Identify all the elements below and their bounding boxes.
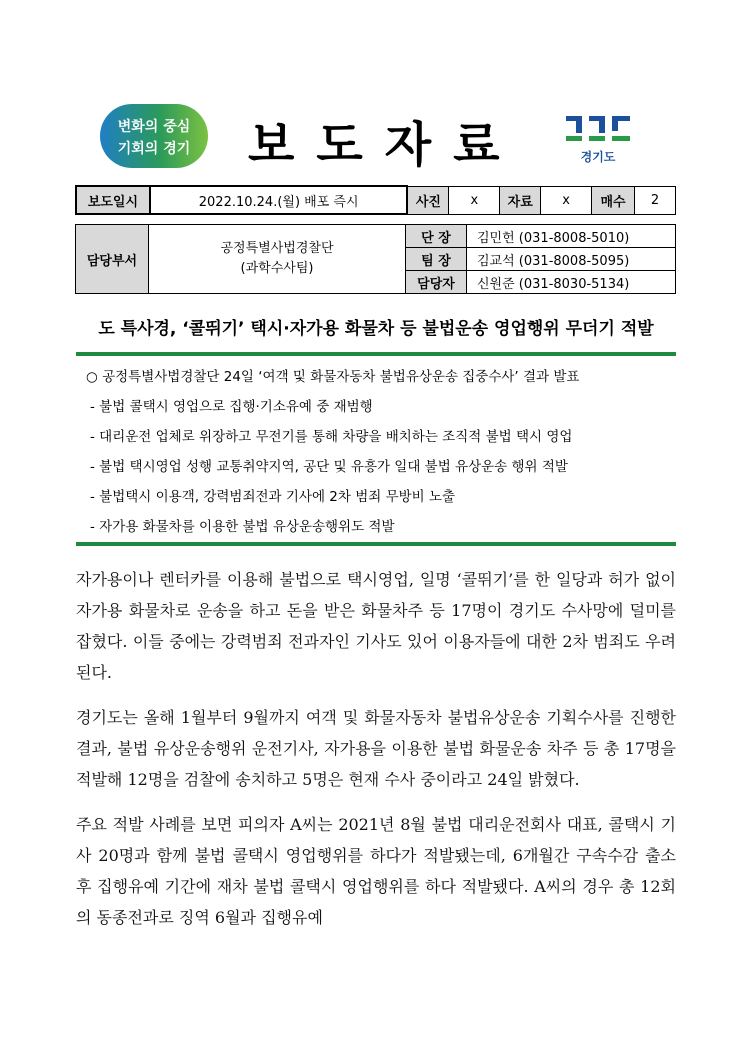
summary-bottom-rule bbox=[76, 542, 676, 546]
summary-box bbox=[76, 362, 676, 542]
article-body bbox=[76, 564, 676, 947]
body-paragraph: 주요 적발 사례를 보면 피의자 A씨는 2021년 8월 불법 대리운전회사 대표, 콜택시 기사 20명과 함께 불법 콜택시 영업행위를 하다가 적발됐는데, 6개월간 구속수감 출소 후 집행유예 기간에 재차 불법 콜택시 영업행위를 하다 적발됐다. A씨의 경우 총 12회의 동종전과로 징역 6월과 집행유예 bbox=[76, 815, 676, 927]
summary-main-point: ○ 공정특별사법경찰단 24일 ‘여객 및 화물자동차 불법유상운송 집중수사’ 결과 발표 bbox=[86, 369, 580, 385]
gyeonggi-logo bbox=[562, 112, 634, 168]
contact-role: 담당자 bbox=[406, 271, 467, 294]
summary-top-rule bbox=[76, 352, 676, 356]
material-value: x bbox=[541, 186, 592, 214]
release-date-value: 2022.10.24.(월) 배포 즉시 bbox=[150, 186, 408, 214]
slogan-pill bbox=[100, 104, 208, 168]
body-paragraph: 경기도는 올해 1월부터 9월까지 여객 및 화물자동차 불법유상운송 기획수사를 진행한 결과, 불법 유상운송행위 운전기사, 자가용을 이용한 불법 화물운송 차주 등 총 17명을 적발해 12명을 검찰에 송치하고 5명은 현재 수사 중이라고 24일 밝혔다. bbox=[76, 708, 676, 789]
pages-label: 매수 bbox=[592, 186, 635, 214]
department-name-line-1: 공정특별사법경찰단 bbox=[220, 241, 334, 256]
contact-info: 김민헌 (031-8008-5010) bbox=[467, 225, 676, 248]
photo-label: 사진 bbox=[407, 186, 448, 214]
page-title: 보도자료 bbox=[248, 117, 522, 173]
release-info-table bbox=[75, 185, 676, 215]
contact-role: 단 장 bbox=[406, 225, 467, 248]
slogan-line-2: 기회의 경기 bbox=[117, 141, 191, 157]
contact-role: 팀 장 bbox=[406, 248, 467, 271]
summary-item: - 불법 콜택시 영업으로 집행·기소유예 중 재범행 bbox=[90, 399, 373, 415]
department-label: 담당부서 bbox=[76, 225, 149, 294]
summary-item: - 불법택시 이용객, 강력범죄전과 기사에 2차 범죄 무방비 노출 bbox=[90, 489, 456, 505]
gyeonggi-logo-icon bbox=[562, 112, 634, 146]
slogan-logo bbox=[100, 104, 208, 168]
pages-value: 2 bbox=[635, 186, 676, 214]
headline: 도 특사경, ‘콜뛰기’ 택시·자가용 화물차 등 불법운송 영업행위 무더기 적발 bbox=[98, 319, 654, 339]
body-paragraph: 자가용이나 렌터카를 이용해 불법으로 택시영업, 일명 ‘콜뛰기’를 한 일당과 허가 없이 자가용 화물차로 운송을 하고 돈을 받은 화물차주 등 17명이 경기도 수사망에 덜미를 잡혔다. 이들 중에는 강력범죄 전과자인 기사도 있어 이용자들에 대한 2차 범죄도 우려된다. bbox=[76, 570, 676, 682]
slogan-line-1: 변화의 중심 bbox=[117, 119, 191, 135]
department-name-line-2: (과학수사팀) bbox=[240, 261, 314, 276]
material-label: 자료 bbox=[500, 186, 541, 214]
logo-text: 경기도 bbox=[580, 150, 616, 164]
department-name bbox=[149, 225, 406, 294]
release-date-label: 보도일시 bbox=[76, 186, 150, 214]
photo-value: x bbox=[449, 186, 500, 214]
contact-info: 신원준 (031-8030-5134) bbox=[467, 271, 676, 294]
summary-item: - 자가용 화물차를 이용한 불법 유상운송행위도 적발 bbox=[90, 519, 395, 535]
summary-item: - 불법 택시영업 성행 교통취약지역, 공단 및 유흥가 일대 불법 유상운송 행위 적발 bbox=[90, 459, 568, 475]
contact-info: 김교석 (031-8008-5095) bbox=[467, 248, 676, 271]
department-table bbox=[75, 224, 676, 294]
summary-item: - 대리운전 업체로 위장하고 무전기를 통해 차량을 배치하는 조직적 불법 택시 영업 bbox=[90, 429, 573, 445]
